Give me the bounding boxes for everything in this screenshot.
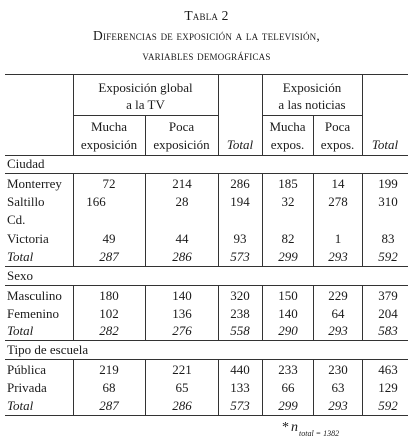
cell: 68 (102, 380, 116, 395)
cell: 573 (230, 398, 250, 413)
row-label: Cd. (7, 212, 26, 227)
cell: 230 (328, 362, 348, 377)
section-label-tipo-escuela: Tipo de escuela (7, 342, 89, 357)
cell: 573 (230, 249, 250, 264)
cell: 233 (278, 362, 298, 377)
cell: 558 (230, 323, 250, 338)
cell: 65 (175, 380, 189, 395)
rule-bottom (5, 415, 408, 416)
cell: 440 (230, 362, 250, 377)
rule-section-2 (5, 285, 408, 286)
cell: 229 (328, 288, 348, 303)
row-label: Privada (7, 380, 47, 395)
cell: 72 (102, 176, 116, 191)
cell: 293 (328, 249, 348, 264)
cell: 238 (230, 306, 250, 321)
rule-section-3-top (5, 340, 408, 341)
row-label-total: Total (7, 249, 34, 264)
row-label: Saltillo (7, 194, 45, 209)
cell: 299 (278, 249, 298, 264)
col-divider-2d (145, 359, 146, 415)
cell: 199 (378, 176, 398, 191)
cell: 64 (331, 306, 345, 321)
row-label: Victoria (7, 231, 49, 246)
cell: 82 (281, 231, 295, 246)
cell: 136 (172, 306, 192, 321)
header-total-global: Total (226, 137, 254, 152)
cell: 185 (278, 176, 298, 191)
cell: 221 (172, 362, 192, 377)
rule-section-2-top (5, 266, 408, 267)
row-label: Femenino (7, 306, 59, 321)
cell: 463 (378, 362, 398, 377)
cell: 310 (378, 194, 398, 209)
table-title-line-2: variables demográficas (142, 48, 271, 63)
header-global-line-1: Exposición global (98, 80, 193, 95)
cell: 287 (99, 249, 119, 264)
cell: 379 (378, 288, 398, 303)
cell: 592 (378, 249, 398, 264)
cell: 286 (172, 249, 192, 264)
cell: 44 (175, 231, 189, 246)
col-divider-2c (145, 285, 146, 340)
cell: 28 (175, 194, 189, 209)
section-label-sexo: Sexo (7, 268, 33, 283)
row-label-total: Total (7, 323, 34, 338)
cell: 1 (334, 231, 342, 246)
header-little-news-1: Poca (324, 119, 351, 134)
header-much-exposure-1: Mucha (90, 119, 128, 134)
rule-section-1 (5, 173, 408, 174)
header-little-exposure-1: Poca (168, 119, 195, 134)
cell: 66 (281, 380, 295, 395)
cell: 278 (328, 194, 348, 209)
col-divider-1d (73, 359, 74, 415)
cell: 214 (172, 176, 192, 191)
cell: 299 (278, 398, 298, 413)
rule-top (5, 74, 408, 75)
cell: 83 (381, 231, 395, 246)
cell: 140 (278, 306, 298, 321)
cell: 592 (378, 398, 398, 413)
table-number: Tabla 2 (184, 8, 229, 23)
table-title-line-1: Diferencias de exposición a la televisión, (93, 28, 320, 43)
cell: 293 (328, 398, 348, 413)
row-label: Monterrey (7, 176, 62, 191)
col-divider-2b (145, 173, 146, 266)
cell: 286 (230, 176, 250, 191)
cell: 293 (328, 323, 348, 338)
cell: 204 (378, 306, 398, 321)
cell: 133 (230, 380, 250, 395)
header-much-news-2: expos. (270, 137, 305, 152)
cell: 287 (99, 398, 119, 413)
header-much-exposure-2: exposición (80, 137, 138, 152)
cell: 276 (172, 323, 192, 338)
header-total-news: Total (371, 137, 399, 152)
cell: 63 (331, 380, 345, 395)
footnote-asterisk: * (282, 420, 289, 435)
footnote-subscript: total = 1382 (299, 429, 340, 438)
cell: 219 (99, 362, 119, 377)
header-much-news-1: Mucha (269, 119, 306, 134)
header-news-line-1: Exposición (282, 80, 342, 95)
cell: 180 (99, 288, 119, 303)
cell: 140 (172, 288, 192, 303)
cell: 14 (331, 176, 345, 191)
col-divider-1b (73, 173, 74, 266)
cell: 102 (99, 306, 119, 321)
row-label: Masculino (7, 288, 62, 303)
cell: 32 (281, 194, 295, 209)
cell: 49 (102, 231, 116, 246)
table-caption (0, 6, 413, 66)
row-label-total: Total (7, 398, 34, 413)
cell: 282 (99, 323, 119, 338)
section-label-ciudad: Ciudad (7, 156, 45, 171)
header-little-exposure-2: exposición (153, 137, 210, 152)
cell: 93 (233, 231, 247, 246)
cell: 194 (230, 194, 250, 209)
cell: 320 (230, 288, 250, 303)
cell: 129 (378, 380, 398, 395)
row-label: Pública (7, 362, 46, 377)
footnote (282, 418, 339, 438)
cell: 150 (278, 288, 298, 303)
header-little-news-2: expos. (320, 137, 355, 152)
col-divider-1c (73, 285, 74, 340)
cell: 166 (86, 194, 106, 209)
cell: 583 (378, 323, 398, 338)
rule-section-3 (5, 359, 408, 360)
header-global-line-2: a la TV (126, 97, 165, 112)
cell: 290 (278, 323, 298, 338)
header-news-line-2: a las noticias (278, 97, 346, 112)
rule-header-bottom (5, 155, 408, 156)
cell: 286 (172, 398, 192, 413)
rule-group-under-news (262, 115, 362, 116)
footnote-n: n (291, 420, 298, 435)
